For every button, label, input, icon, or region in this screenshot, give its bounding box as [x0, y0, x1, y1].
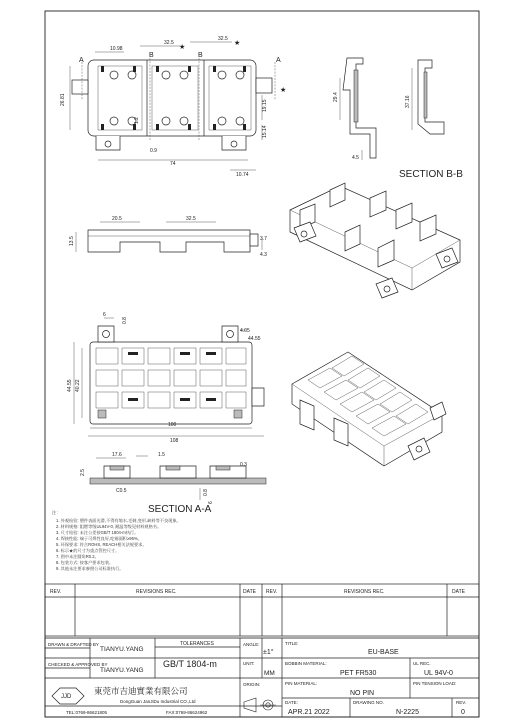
technical-notes	[52, 509, 181, 572]
section-b-b-view	[333, 58, 463, 180]
front-view	[69, 216, 267, 258]
dim-32-5-b: 32.5	[218, 36, 228, 42]
title-value: EU-BASE	[368, 649, 399, 656]
note-line-1: 1. 外观检验: 塑件表面光滑,不得有缩水,毛刺,变形,缺料等不良现象。	[56, 518, 181, 523]
dim-0-8-bottom: 0.8	[122, 317, 128, 324]
date-value: APR.21 2022	[288, 709, 330, 716]
dim-26-81: 26.81	[60, 93, 66, 106]
dim-17-6: 17.6	[112, 452, 122, 458]
dim-19-15: 19.15	[262, 99, 268, 112]
company-fax: FAX:0769-86624962	[166, 710, 208, 715]
dim-74: 74	[170, 161, 176, 167]
revisions-table	[45, 584, 479, 636]
dim-0-3: 0.3	[240, 462, 247, 468]
note-line-6: 6. 标示★的尺寸为重点管控尺寸。	[56, 548, 120, 553]
angle-label: ANGLE:	[243, 642, 260, 647]
rev-value: 0	[461, 709, 465, 716]
dim-108: 108	[170, 438, 179, 444]
dim-20-5: 20.5	[112, 216, 122, 222]
pin-material-label: PIN MATERIAL:	[285, 681, 318, 686]
ul-rec-value: UL 94V-0	[424, 670, 453, 677]
bobbin-material-value: PET FR530	[340, 670, 377, 677]
angle-value: ±1°	[263, 649, 274, 656]
section-mark-a-right: A	[276, 57, 281, 64]
key-dim-star-1: ★	[234, 40, 241, 47]
dim-0-8-a: 0.8	[203, 489, 209, 496]
pin-tension-label: PIN TENSION LOAD:	[413, 681, 457, 686]
unit-label: UNIT:	[243, 661, 255, 666]
isometric-view-bottom	[292, 352, 446, 466]
checked-by-label: CHECKED & APPROVED BY	[48, 662, 108, 667]
isometric-view-top	[290, 183, 460, 298]
dim-1-2: 1.2	[134, 117, 140, 124]
note-line-5: 5. 环保要求: 符合ROHS, REACH相关法规要求。	[56, 542, 147, 547]
dim-6-bottom: 6	[103, 312, 106, 318]
dim-44-55-side: 44.55	[67, 379, 73, 392]
rev-header-2: REV.	[266, 589, 278, 595]
title-block	[45, 638, 479, 717]
company-name-en: DongGuan JanJiDu Industrial CO.,Ltd	[120, 699, 196, 704]
drawn-by-label: DRAWN & DRAFTED BY	[48, 642, 99, 647]
top-view	[60, 36, 286, 178]
title-label: TITLE:	[285, 641, 299, 646]
dim-40-22: 40.22	[75, 379, 81, 392]
note-line-9: 9. 其他未注要求参照公司标准执行。	[56, 566, 124, 571]
dim-4-05: 4.05	[240, 328, 250, 334]
dim-13-5: 13.5	[69, 236, 75, 246]
note-line-4: 4. 焊接性能: 端子可焊性良好,吃锡面积≥95%。	[56, 536, 142, 541]
revisions-header-1: REVISIONS REC.	[136, 589, 177, 595]
dim-10-98: 10.98	[110, 46, 123, 52]
dim-c0-5: C0.5	[116, 488, 127, 494]
company-name-cn: 東莞市吉迪實業有限公司	[94, 686, 188, 696]
dim-4-5: 4.5	[352, 155, 359, 161]
dim-3-7: 3.7	[260, 236, 267, 242]
section-mark-a-left: A	[79, 57, 84, 64]
ul-rec-label: UL REC.	[413, 661, 431, 666]
drawing-no-value: N-2225	[396, 709, 419, 716]
dim-0-9: 0.9	[150, 148, 157, 154]
key-dim-star-3: ★	[280, 87, 287, 94]
note-line-2: 2. 材料规格: 阻燃等级UL94V-0, 耐温等级见材料规格书。	[56, 524, 162, 529]
dim-15-14: 15.14	[262, 125, 268, 138]
section-b-b-title: SECTION B-B	[399, 169, 463, 180]
notes-heading: 注：	[52, 510, 61, 515]
drawn-by-value: TIANYU.YANG	[100, 646, 144, 653]
section-mark-b-upper: B	[198, 52, 203, 59]
dim-1-5: 1.5	[158, 452, 165, 458]
dim-44-55: 44.55	[248, 336, 261, 342]
note-line-7: 7. 图中未注圆角R0.2。	[56, 554, 99, 559]
dim-32-5-front: 32.5	[186, 216, 196, 222]
pin-material-value: NO PIN	[350, 690, 375, 697]
dim-37-16: 37.16	[405, 95, 411, 108]
company-logo-icon	[52, 688, 84, 704]
date-header-2: DATE	[452, 589, 465, 595]
rev-label: REV.	[456, 700, 467, 705]
tolerances-value: GB/T 1804-m	[163, 659, 217, 669]
dim-32-5-a: 32.5	[164, 40, 174, 46]
dim-4-3: 4.3	[260, 252, 267, 258]
bottom-view	[67, 312, 264, 444]
note-line-3: 3. 尺寸检验: 未注公差按GB/T 1804-m执行。	[56, 530, 139, 535]
section-mark-b-top: B	[149, 52, 154, 59]
dim-10-74: 10.74	[236, 172, 249, 178]
date-label: DATE:	[285, 700, 298, 705]
projection-symbol-icon	[244, 698, 276, 712]
origin-label: ORIGIN:	[243, 682, 261, 687]
dim-6-a: 6	[208, 501, 214, 504]
rev-header-1: REV.	[50, 589, 62, 595]
section-a-a-view	[80, 452, 266, 515]
logo-text: JJD	[61, 694, 72, 700]
date-header-1: DATE	[243, 589, 256, 595]
bobbin-material-label: BOBBIN MATERIAL:	[285, 661, 327, 666]
drawing-no-label: DRAWING NO.	[353, 700, 384, 705]
company-tel: TEL:0769-86621805	[66, 710, 108, 715]
checked-by-value: TIANYU.YANG	[100, 667, 144, 674]
note-line-8: 8. 包装方式: 按客户要求包装。	[56, 560, 114, 565]
dim-29-4: 29.4	[333, 92, 339, 102]
tolerances-label: TOLERANCES	[180, 641, 214, 647]
unit-value: MM	[264, 670, 275, 677]
revisions-header-2: REVISIONS REC.	[344, 589, 385, 595]
section-a-a-title: SECTION A-A	[148, 504, 212, 515]
dim-100: 100	[168, 422, 177, 428]
dim-2-5: 2.5	[80, 469, 86, 476]
key-dim-star-2: ★	[179, 44, 186, 51]
